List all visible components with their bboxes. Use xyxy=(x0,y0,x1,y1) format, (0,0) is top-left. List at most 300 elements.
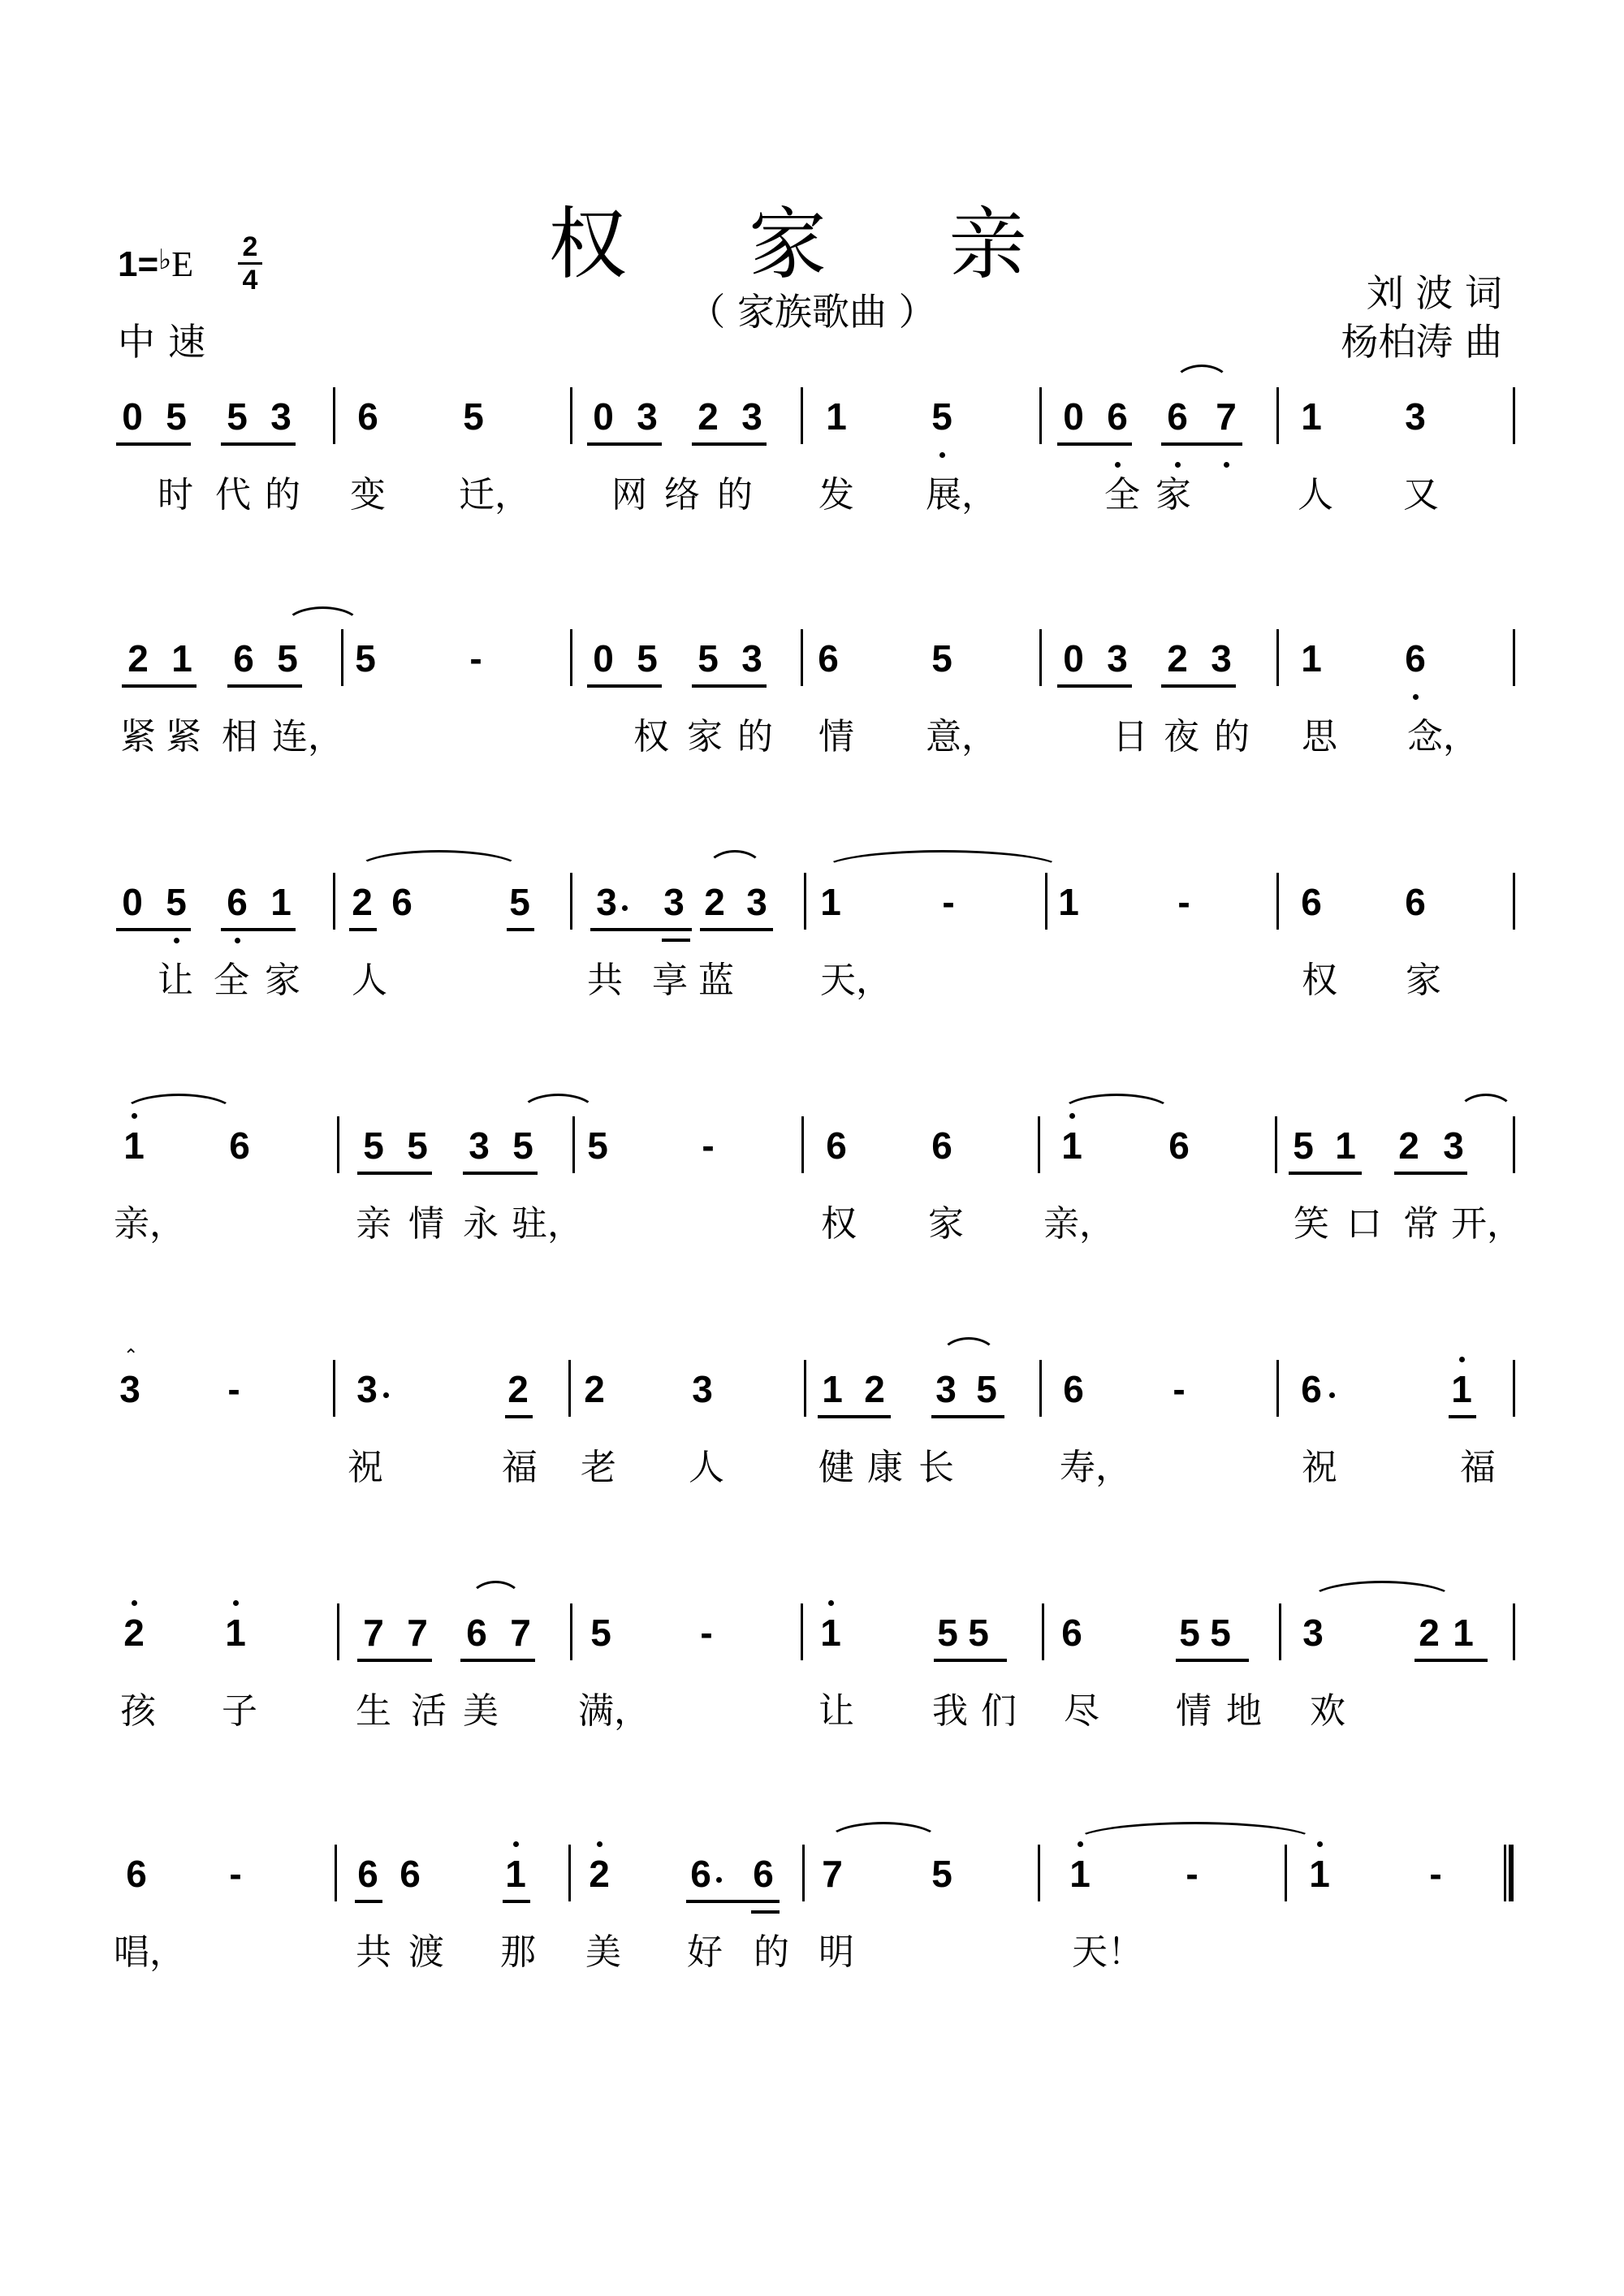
note: 2 xyxy=(704,881,725,923)
note: 3 xyxy=(270,395,292,438)
note: 2 xyxy=(123,1612,145,1654)
beam xyxy=(934,1659,1007,1662)
bar-line xyxy=(1276,873,1279,930)
beam xyxy=(1394,1172,1467,1175)
time-signature xyxy=(238,232,262,295)
note: 2 xyxy=(1398,1124,1419,1167)
note: 3 xyxy=(1405,395,1426,438)
lyric: 情 xyxy=(818,716,854,757)
lyric: 权 xyxy=(1302,960,1337,1001)
slur xyxy=(122,1094,235,1113)
augmentation-dot xyxy=(383,1392,389,1398)
note: 6 xyxy=(357,395,378,438)
bar-line xyxy=(801,1603,803,1660)
lyric: 们 xyxy=(981,1690,1017,1732)
note: 7 xyxy=(822,1853,843,1895)
note: - xyxy=(1173,1368,1186,1410)
beam xyxy=(590,928,692,931)
note: 6 xyxy=(227,881,248,923)
beam xyxy=(692,442,767,446)
note: - xyxy=(1429,1853,1442,1895)
note: 5 xyxy=(227,395,248,438)
slur xyxy=(827,1822,940,1841)
bar-line xyxy=(801,629,803,686)
note: 6 xyxy=(229,1124,250,1167)
score-row-5 xyxy=(0,1345,1624,1529)
note: - xyxy=(942,881,955,923)
octave-dot xyxy=(1078,1841,1083,1847)
lyric: 口 xyxy=(1346,1203,1382,1245)
note: 3 xyxy=(741,637,762,680)
bar-line xyxy=(335,1845,337,1901)
note: 5 xyxy=(637,637,658,680)
lyric: 康 xyxy=(867,1447,903,1488)
note: 6 xyxy=(233,637,254,680)
beam xyxy=(116,928,191,931)
bar-line xyxy=(1276,629,1279,686)
beam xyxy=(751,1910,780,1914)
beam xyxy=(931,1415,1004,1418)
note: 5 xyxy=(976,1368,997,1410)
beam xyxy=(1161,442,1242,446)
bar-line xyxy=(570,387,572,444)
octave-dot xyxy=(174,938,179,943)
lyric: 人 xyxy=(352,960,387,1001)
lyric: 孩 xyxy=(120,1690,156,1732)
beam xyxy=(122,684,197,688)
slur xyxy=(1060,1094,1173,1113)
slur xyxy=(1458,1094,1514,1113)
lyric: 变 xyxy=(350,474,386,516)
lyric: 亲 xyxy=(356,1203,391,1245)
lyric: 明 xyxy=(818,1931,854,1973)
lyric: 意， xyxy=(926,716,997,757)
lyric: 唱， xyxy=(114,1931,185,1973)
note: 6 xyxy=(400,1853,421,1895)
note: 1 xyxy=(171,637,192,680)
beam xyxy=(221,928,296,931)
lyric: 驻， xyxy=(512,1203,583,1245)
note: 7 xyxy=(1216,395,1237,438)
score-row-7 xyxy=(0,1851,1624,2013)
bar-line xyxy=(804,873,806,930)
note: 1 xyxy=(1058,881,1079,923)
note: 3 xyxy=(596,881,617,923)
augmentation-dot xyxy=(716,1877,722,1883)
note: 5 xyxy=(166,881,187,923)
time-sig-bottom: 4 xyxy=(242,265,258,296)
note: 6 xyxy=(1301,1368,1322,1410)
note: 2 xyxy=(698,395,719,438)
lyric: 家 xyxy=(1406,960,1441,1001)
note: - xyxy=(1186,1853,1199,1895)
note: 5 xyxy=(931,395,952,438)
lyric: 连， xyxy=(272,716,343,757)
note: 1 xyxy=(1061,1124,1082,1167)
bar-line xyxy=(804,1360,806,1417)
note: 5 xyxy=(587,1124,608,1167)
final-double-bar-line xyxy=(1504,1845,1514,1901)
note: 1 xyxy=(1301,395,1322,438)
note: 1 xyxy=(826,395,847,438)
bar-line xyxy=(1038,1845,1040,1901)
bar-line xyxy=(1045,873,1047,930)
slur xyxy=(520,1094,597,1113)
note: 6 xyxy=(126,1853,147,1895)
note: - xyxy=(702,1124,715,1167)
bar-line xyxy=(337,1603,339,1660)
bar-line xyxy=(568,1360,571,1417)
bar-line xyxy=(1039,629,1042,686)
bar-line xyxy=(1285,1845,1287,1901)
beam xyxy=(507,928,534,931)
note: - xyxy=(700,1612,713,1654)
octave-dot xyxy=(1459,1357,1465,1362)
lyric: 日 xyxy=(1112,716,1148,757)
note: 6 xyxy=(753,1853,774,1895)
lyric: 权 xyxy=(633,716,669,757)
beam xyxy=(1057,684,1132,688)
augmentation-dot xyxy=(622,905,628,911)
bar-line xyxy=(568,1845,571,1901)
composer-credit: 杨柏涛 曲 xyxy=(1341,320,1502,364)
note: 5 xyxy=(363,1124,384,1167)
note: - xyxy=(469,637,482,680)
note: 5 xyxy=(512,1124,533,1167)
note: 6 xyxy=(1167,395,1188,438)
note: 1 xyxy=(820,881,841,923)
bar-line xyxy=(802,1845,805,1901)
beam xyxy=(503,1900,530,1903)
slur xyxy=(469,1581,522,1600)
lyric: 美 xyxy=(463,1690,499,1732)
beam xyxy=(1415,1659,1488,1662)
note: 1 xyxy=(1301,637,1322,680)
octave-dot xyxy=(1224,462,1229,468)
bar-line xyxy=(333,873,335,930)
bar-line xyxy=(1513,387,1515,444)
note: 5 xyxy=(698,637,719,680)
note: 7 xyxy=(407,1612,428,1654)
note: 2 xyxy=(584,1368,605,1410)
tempo-marking: 中速 xyxy=(118,320,218,364)
bar-line xyxy=(1513,1603,1515,1660)
lyric: 常 xyxy=(1403,1203,1439,1245)
key-label: 1= xyxy=(118,244,159,284)
note: 5 xyxy=(590,1612,611,1654)
note: 6 xyxy=(690,1853,711,1895)
note: 3 xyxy=(637,395,658,438)
score-row-3 xyxy=(0,879,1624,1042)
lyric: 尽 xyxy=(1064,1690,1099,1732)
bar-line xyxy=(1513,1116,1515,1173)
lyric: 祝 xyxy=(1302,1447,1337,1488)
bar-line xyxy=(1042,1603,1044,1660)
score-row-4 xyxy=(0,1123,1624,1285)
note: 6 xyxy=(818,637,839,680)
octave-dot xyxy=(132,1113,137,1119)
octave-dot xyxy=(513,1841,519,1847)
lyric: 好 xyxy=(687,1931,723,1973)
lyric: 情 xyxy=(408,1203,444,1245)
lyric: 子 xyxy=(222,1690,257,1732)
note: 3 xyxy=(356,1368,378,1410)
key-signature xyxy=(118,231,258,296)
lyric: 展， xyxy=(926,474,997,516)
note: 1 xyxy=(1069,1853,1091,1895)
lyric: 我 xyxy=(932,1690,968,1732)
note: 3 xyxy=(1211,637,1232,680)
octave-dot xyxy=(235,938,240,943)
note: 6 xyxy=(931,1124,952,1167)
lyric: 亲， xyxy=(114,1203,185,1245)
lyricist-credit: 刘 波 词 xyxy=(1366,271,1502,315)
note: 5 xyxy=(968,1612,989,1654)
lyric: 代 xyxy=(215,474,251,516)
slur xyxy=(1073,1822,1317,1841)
lyric: 人 xyxy=(1298,474,1333,516)
note: 3 xyxy=(469,1124,490,1167)
beam xyxy=(587,442,662,446)
beam xyxy=(692,684,767,688)
note: 5 xyxy=(407,1124,428,1167)
beam xyxy=(1161,684,1236,688)
beam xyxy=(460,1659,535,1662)
bar-line xyxy=(570,873,572,930)
beam xyxy=(700,928,773,931)
lyric: 让 xyxy=(818,1690,854,1732)
note: 1 xyxy=(225,1612,246,1654)
lyric: 健 xyxy=(818,1447,854,1488)
lyric: 活 xyxy=(411,1690,447,1732)
note: 5 xyxy=(1179,1612,1200,1654)
bar-line xyxy=(1513,873,1515,930)
bar-line xyxy=(1513,1360,1515,1417)
lyric: 天！ xyxy=(1072,1931,1143,1973)
lyric: 共 xyxy=(356,1931,391,1973)
note: 2 xyxy=(589,1853,610,1895)
note: 3 xyxy=(741,395,762,438)
lyric: 永 xyxy=(463,1203,499,1245)
beam xyxy=(357,1659,432,1662)
bar-line xyxy=(337,1116,339,1173)
lyric: 的 xyxy=(717,474,753,516)
lyric: 让 xyxy=(158,960,193,1001)
bar-line xyxy=(333,1360,335,1417)
lyric: 渡 xyxy=(408,1931,444,1973)
beam xyxy=(505,1415,533,1418)
key-note: E xyxy=(171,244,194,284)
beam xyxy=(1449,1415,1476,1418)
slur xyxy=(940,1337,997,1357)
fermata-icon: ⌃ xyxy=(123,1345,139,1366)
note: 5 xyxy=(509,881,530,923)
note: 5 xyxy=(463,395,484,438)
slur xyxy=(706,850,763,870)
bar-line xyxy=(1038,1116,1040,1173)
note: 1 xyxy=(820,1612,841,1654)
lyric: 地 xyxy=(1226,1690,1262,1732)
note: 6 xyxy=(1405,881,1426,923)
beam xyxy=(1176,1659,1249,1662)
song-subtitle: （ 家族歌曲 ） xyxy=(688,290,936,334)
bar-line xyxy=(570,629,572,686)
note: 6 xyxy=(391,881,412,923)
lyric: 念， xyxy=(1407,716,1479,757)
bar-line xyxy=(572,1116,575,1173)
lyric: 欢 xyxy=(1310,1690,1345,1732)
lyric: 夜 xyxy=(1164,716,1199,757)
note: 5 xyxy=(1293,1124,1314,1167)
note: 2 xyxy=(1419,1612,1440,1654)
lyric: 祝 xyxy=(348,1447,383,1488)
lyric: 的 xyxy=(265,474,300,516)
note: 1 xyxy=(1453,1612,1474,1654)
note: 3 xyxy=(663,881,685,923)
bar-line xyxy=(1275,1116,1277,1173)
lyric: 天， xyxy=(820,960,892,1001)
note: 3 xyxy=(119,1368,140,1410)
bar-line xyxy=(333,387,335,444)
note: 3 xyxy=(1443,1124,1464,1167)
lyric: 生 xyxy=(356,1690,391,1732)
lyric: 又 xyxy=(1403,474,1439,516)
note: 6 xyxy=(1061,1612,1082,1654)
beam xyxy=(463,1172,538,1175)
bar-line xyxy=(1513,629,1515,686)
slur xyxy=(822,850,1064,870)
lyric: 满， xyxy=(578,1690,650,1732)
lyric: 网 xyxy=(611,474,647,516)
note: 5 xyxy=(355,637,376,680)
lyric: 权 xyxy=(821,1203,857,1245)
octave-dot xyxy=(132,1600,137,1606)
beam xyxy=(686,1900,780,1903)
note: 7 xyxy=(363,1612,384,1654)
note: 5 xyxy=(277,637,298,680)
lyric: 亲， xyxy=(1043,1203,1115,1245)
octave-dot xyxy=(939,452,945,458)
lyric: 家 xyxy=(1155,474,1191,516)
score-row-2 xyxy=(0,636,1624,798)
score-row-6 xyxy=(0,1610,1624,1772)
note: 2 xyxy=(864,1368,885,1410)
beam xyxy=(227,684,302,688)
note: 3 xyxy=(1107,637,1128,680)
note: 0 xyxy=(122,881,143,923)
lyric: 络 xyxy=(664,474,700,516)
note: 1 xyxy=(270,881,292,923)
lyric: 的 xyxy=(737,716,773,757)
note: 7 xyxy=(510,1612,531,1654)
lyric: 享 xyxy=(652,960,688,1001)
lyric: 人 xyxy=(689,1447,724,1488)
lyric: 发 xyxy=(818,474,854,516)
bar-line xyxy=(1276,387,1279,444)
note: 2 xyxy=(352,881,373,923)
note: 0 xyxy=(1063,637,1084,680)
note: 1 xyxy=(1335,1124,1356,1167)
lyric: 迁， xyxy=(459,474,530,516)
beam xyxy=(355,1900,382,1903)
lyric: 福 xyxy=(1460,1447,1496,1488)
lyric: 时 xyxy=(158,474,193,516)
note: 0 xyxy=(593,637,614,680)
beam xyxy=(1289,1172,1362,1175)
bar-line xyxy=(801,1116,804,1173)
note: 1 xyxy=(822,1368,843,1410)
beam xyxy=(662,939,690,942)
note: 6 xyxy=(826,1124,847,1167)
octave-dot xyxy=(1317,1841,1323,1847)
note: 6 xyxy=(1405,637,1426,680)
note: 5 xyxy=(166,395,187,438)
lyric: 寿， xyxy=(1060,1447,1131,1488)
lyric: 老 xyxy=(581,1447,616,1488)
lyric: 的 xyxy=(1214,716,1250,757)
note: 5 xyxy=(937,1612,958,1654)
octave-dot xyxy=(828,1600,834,1606)
lyric: 全 xyxy=(1104,474,1140,516)
flat-icon: ♭ xyxy=(158,244,172,275)
note: 0 xyxy=(593,395,614,438)
score-row-1 xyxy=(0,394,1624,556)
lyric: 蓝 xyxy=(698,960,734,1001)
note: 1 xyxy=(123,1124,145,1167)
lyric: 开， xyxy=(1451,1203,1522,1245)
bar-line xyxy=(801,387,803,444)
note: - xyxy=(1177,881,1190,923)
lyric: 共 xyxy=(587,960,623,1001)
lyric: 家 xyxy=(928,1203,964,1245)
slur xyxy=(356,850,522,870)
note: 3 xyxy=(935,1368,957,1410)
beam xyxy=(221,442,296,446)
octave-dot xyxy=(1069,1113,1075,1119)
note: 2 xyxy=(1167,637,1188,680)
note: 2 xyxy=(127,637,149,680)
note: 6 xyxy=(1107,395,1128,438)
note: 2 xyxy=(508,1368,529,1410)
lyric: 家 xyxy=(687,716,723,757)
lyric: 福 xyxy=(502,1447,538,1488)
octave-dot xyxy=(233,1600,239,1606)
note: 1 xyxy=(505,1853,526,1895)
note: 0 xyxy=(1063,395,1084,438)
note: 6 xyxy=(1063,1368,1084,1410)
beam xyxy=(349,928,377,931)
note: 6 xyxy=(466,1612,487,1654)
lyric: 紧 xyxy=(120,716,156,757)
slur xyxy=(1173,365,1230,384)
bar-line xyxy=(341,629,343,686)
note: 3 xyxy=(746,881,767,923)
bar-line xyxy=(1276,1360,1279,1417)
beam xyxy=(818,1415,891,1418)
note: 1 xyxy=(1309,1853,1330,1895)
note: 0 xyxy=(122,395,143,438)
bar-line xyxy=(1039,1360,1042,1417)
bar-line xyxy=(1039,387,1042,444)
note: - xyxy=(227,1368,240,1410)
lyric: 长 xyxy=(918,1447,954,1488)
lyric: 思 xyxy=(1302,716,1337,757)
note: 3 xyxy=(1302,1612,1324,1654)
note: - xyxy=(229,1853,242,1895)
note: 5 xyxy=(931,637,952,680)
note: 3 xyxy=(692,1368,713,1410)
slur xyxy=(284,606,361,626)
